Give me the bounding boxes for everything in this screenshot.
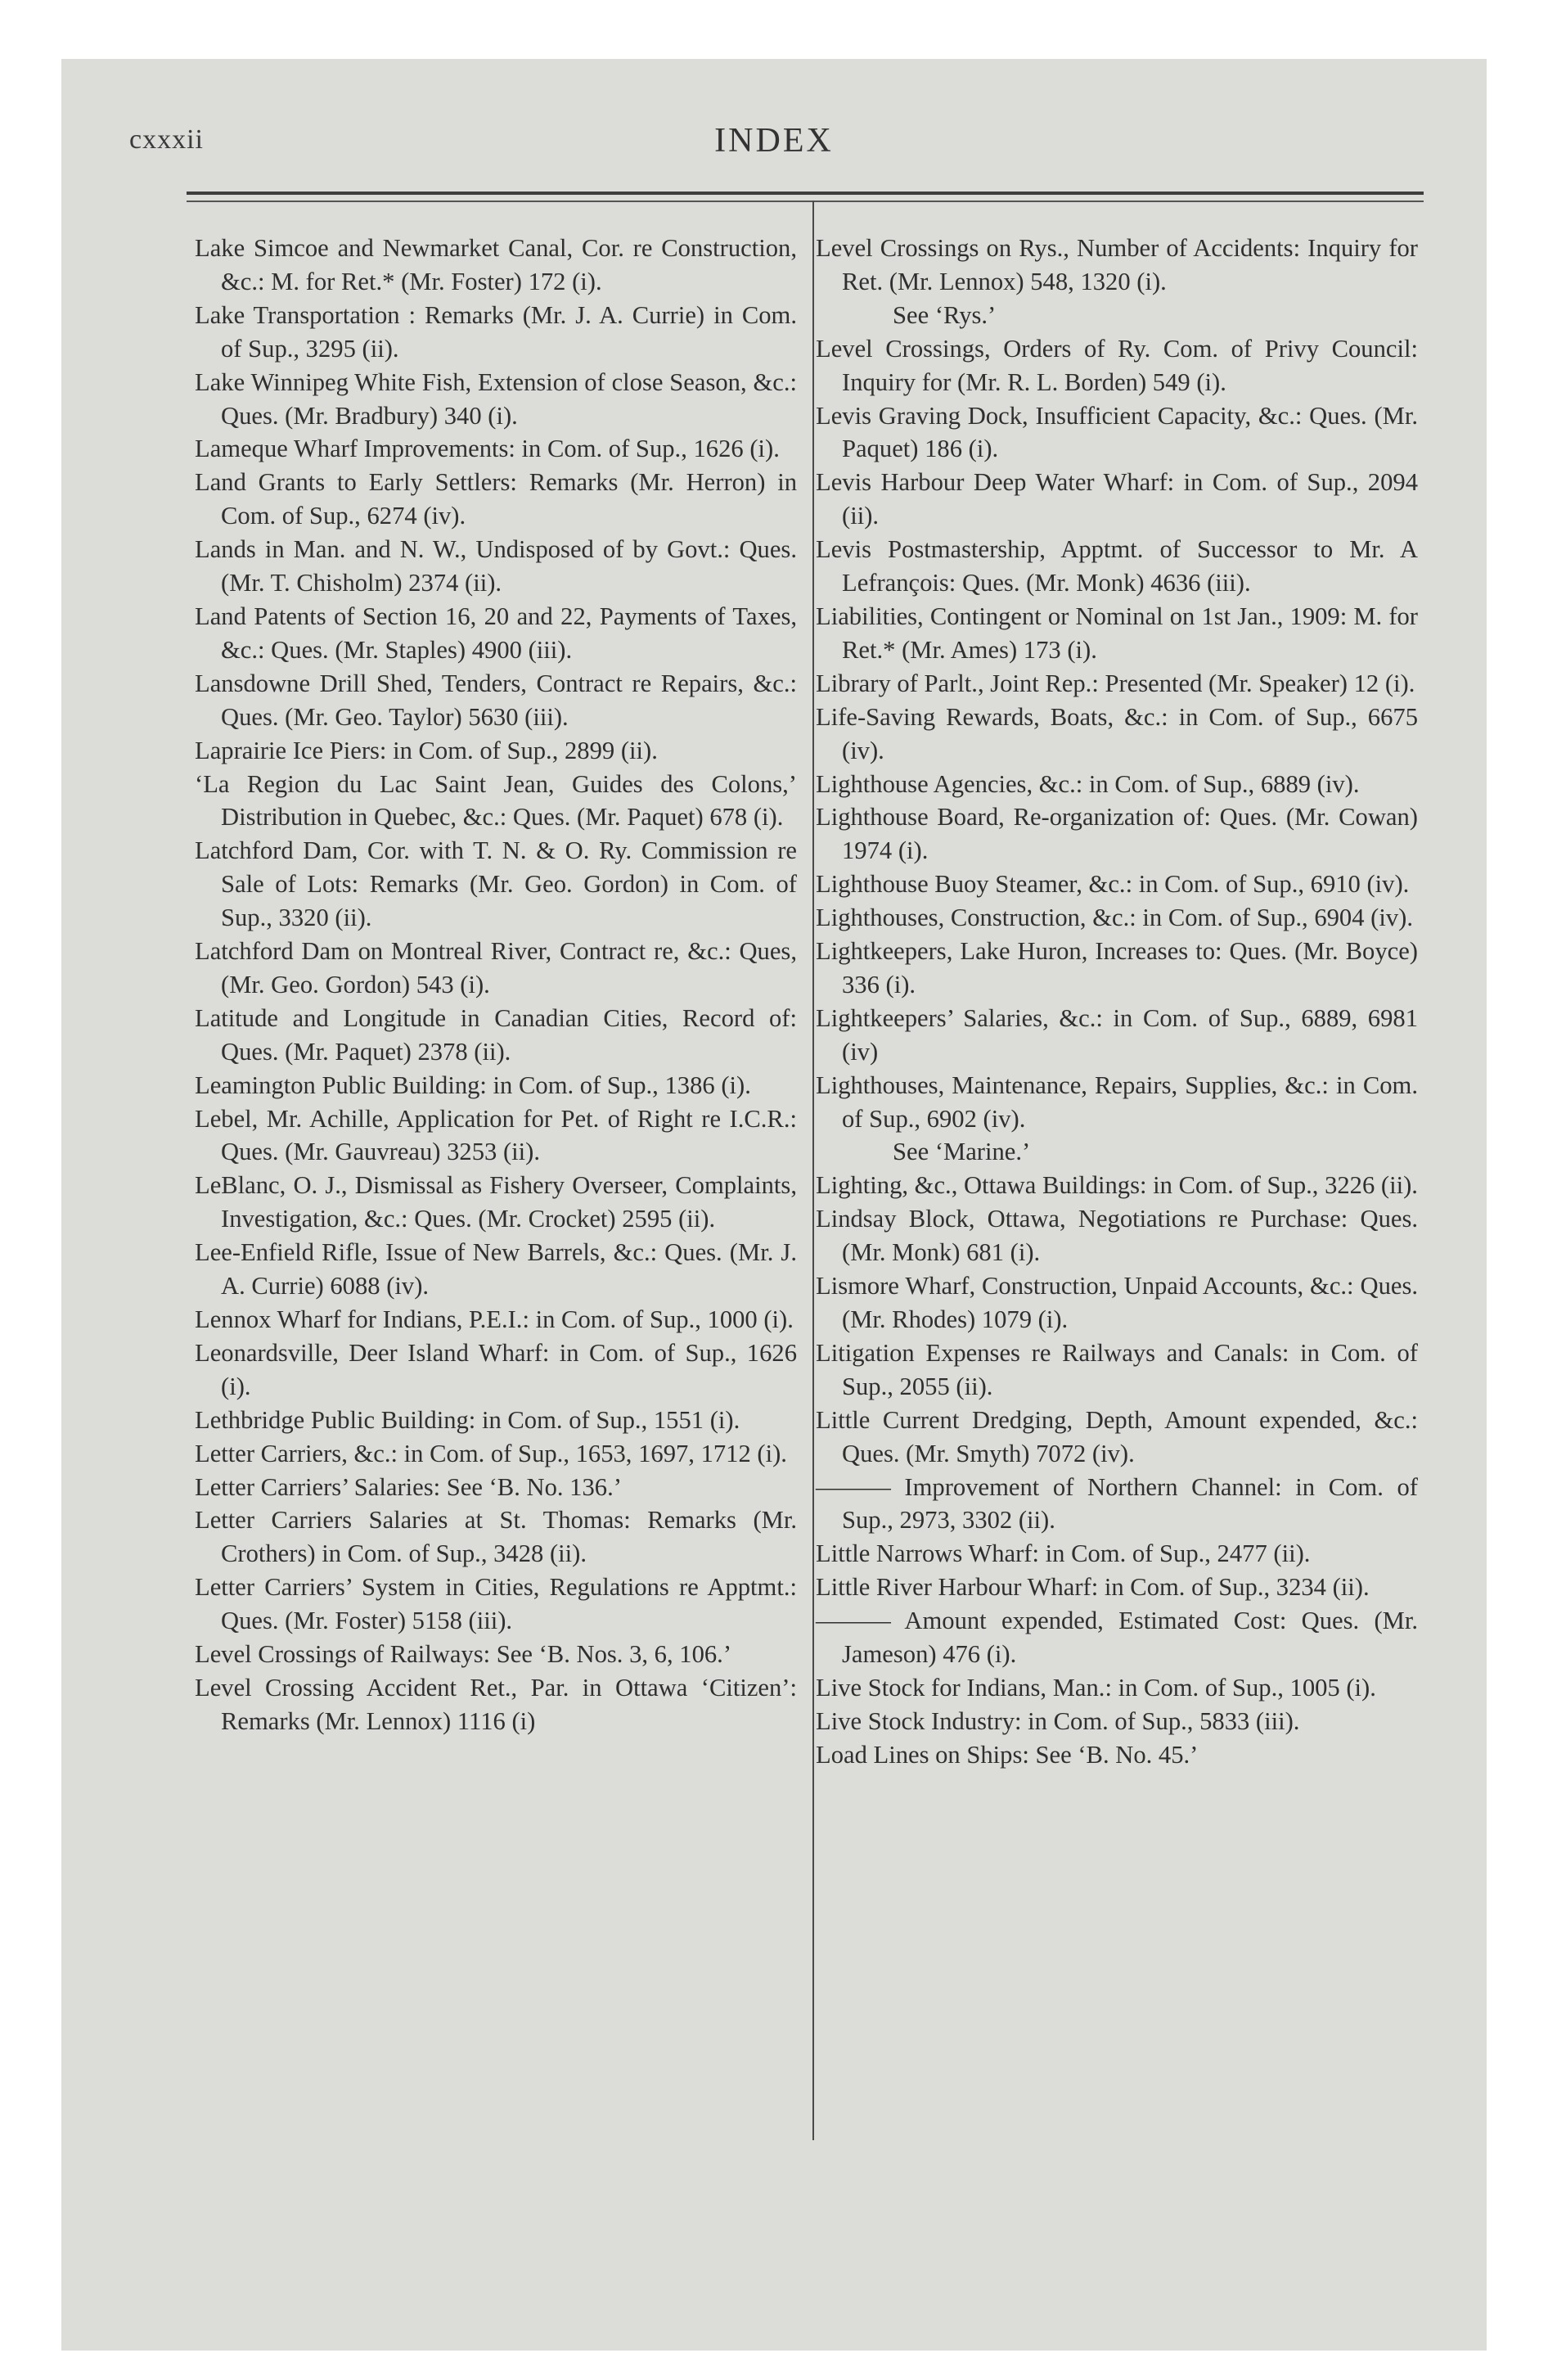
index-entry: Lebel, Mr. Achille, Application for Pet. of Right re I.C.R.: Ques. (Mr. Gauvreau) 3253 (ii). [195, 1104, 797, 1166]
index-entry: Lameque Wharf Improvements: in Com. of Sup., 1626 (i). [195, 435, 780, 463]
index-entry: Liabilities, Contingent or Nominal on 1st Jan., 1909: M. for Ret.* (Mr. Ames) 173 (i). [816, 602, 1418, 664]
index-entry: Lake Winnipeg White Fish, Extension of close Season, &c.: Ques. (Mr. Bradbury) 340 (i). [195, 367, 797, 430]
index-entry: Levis Harbour Deep Water Wharf: in Com. of Sup., 2094 (ii). [816, 468, 1418, 530]
index-entry: Levis Graving Dock, Insufficient Capacity, &c.: Ques. (Mr. Paquet) 186 (i). [816, 401, 1418, 463]
header-rule-thin [187, 201, 1424, 202]
index-entry: Lansdowne Drill Shed, Tenders, Contract re Repairs, &c.: Ques. (Mr. Geo. Taylor) 5630 (iii). [195, 669, 797, 731]
index-entry: Lindsay Block, Ottawa, Negotiations re Purchase: Ques. (Mr. Monk) 681 (i). [816, 1205, 1418, 1267]
index-entry: ——— Improvement of Northern Channel: in Com. of Sup., 2973, 3302 (ii). [816, 1472, 1418, 1535]
index-entry: Land Patents of Section 16, 20 and 22, Payments of Taxes, &c.: Ques. (Mr. Staples) 4900 (iii). [195, 602, 797, 664]
index-entry: Latitude and Longitude in Canadian Cities, Record of: Ques. (Mr. Paquet) 2378 (ii). [195, 1003, 797, 1066]
index-entry: Lightkeepers, Lake Huron, Increases to: Ques. (Mr. Boyce) 336 (i). [816, 937, 1418, 998]
index-entry: Level Crossings, Orders of Ry. Com. of Privy Council: Inquiry for (Mr. R. L. Borden) 549 (i). [816, 334, 1418, 396]
index-entry: Lighthouses, Construction, &c.: in Com. of Sup., 6904 (iv). [816, 904, 1413, 932]
index-entry: See ‘Marine.’ [893, 1138, 1031, 1166]
index-entry: Lake Simcoe and Newmarket Canal, Cor. re Construction, &c.: M. for Ret.* (Mr. Foster) 172 (i). [195, 234, 797, 295]
index-entry: Lennox Wharf for Indians, P.E.I.: in Com. of Sup., 1000 (i). [195, 1305, 794, 1333]
index-column-left [195, 232, 797, 1738]
page-number: cxxxii [129, 124, 204, 155]
index-entry: Leamington Public Building: in Com. of Sup., 1386 (i). [195, 1071, 751, 1099]
index-entry: Laprairie Ice Piers: in Com. of Sup., 2899 (ii). [195, 736, 658, 764]
index-entry: Load Lines on Ships: See ‘B. No. 45.’ [816, 1740, 1199, 1769]
index-entry: Litigation Expenses re Railways and Canals: in Com. of Sup., 2055 (ii). [816, 1338, 1418, 1400]
index-entry: Little Narrows Wharf: in Com. of Sup., 2477 (ii). [816, 1539, 1311, 1568]
index-entry: LeBlanc, O. J., Dismissal as Fishery Overseer, Complaints, Investigation, &c.: Ques. (Mr. Crocket) 2595 (ii). [195, 1171, 797, 1233]
index-entry: Lake Transportation : Remarks (Mr. J. A. Currie) in Com. of Sup., 3295 (ii). [195, 300, 797, 363]
index-entry: Levis Postmastership, Apptmt. of Successor to Mr. A Lefrançois: Ques. (Mr. Monk) 4636 (iii). [816, 535, 1418, 597]
index-entry: Little Current Dredging, Depth, Amount expended, &c.: Ques. (Mr. Smyth) 7072 (iv). [816, 1405, 1418, 1467]
index-entry: Little River Harbour Wharf: in Com. of Sup., 3234 (ii). [816, 1573, 1370, 1602]
index-entry: Live Stock Industry: in Com. of Sup., 5833 (iii). [816, 1706, 1300, 1735]
index-entry: Letter Carriers’ System in Cities, Regulations re Apptmt.: Ques. (Mr. Foster) 5158 (iii). [195, 1573, 797, 1635]
index-entry: Level Crossings on Rys., Number of Accidents: Inquiry for Ret. (Mr. Lennox) 548, 1320 (i). [816, 234, 1418, 295]
index-entry: ——— Amount expended, Estimated Cost: Ques. (Mr. Jameson) 476 (i). [816, 1607, 1418, 1669]
index-entry: Library of Parlt., Joint Rep.: Presented (Mr. Speaker) 12 (i). [816, 669, 1415, 697]
index-entry: Latchford Dam on Montreal River, Contract re, &c.: Ques, (Mr. Geo. Gordon) 543 (i). [195, 937, 797, 998]
index-entry: Level Crossing Accident Ret., Par. in Ottawa ‘Citizen’: Remarks (Mr. Lennox) 1116 (i) [195, 1673, 797, 1735]
page-title: INDEX [714, 122, 834, 160]
index-entry: Leonardsville, Deer Island Wharf: in Com. of Sup., 1626 (i). [195, 1338, 797, 1400]
column-divider [812, 201, 814, 2140]
index-entry: Lighthouse Agencies, &c.: in Com. of Sup., 6889 (iv). [816, 769, 1360, 798]
index-column-right [816, 232, 1418, 1772]
index-entry: Level Crossings of Railways: See ‘B. Nos. 3, 6, 106.’ [195, 1640, 732, 1669]
index-entry: ‘La Region du Lac Saint Jean, Guides des Colons,’ Distribution in Quebec, &c.: Ques. (Mr. Paquet) 678 (i). [195, 769, 797, 832]
index-entry: Letter Carriers’ Salaries: See ‘B. No. 136.’ [195, 1472, 622, 1501]
index-entry: Lismore Wharf, Construction, Unpaid Accounts, &c.: Ques. (Mr. Rhodes) 1079 (i). [816, 1272, 1418, 1333]
index-entry: Lethbridge Public Building: in Com. of Sup., 1551 (i). [195, 1405, 740, 1434]
index-entry: Letter Carriers, &c.: in Com. of Sup., 1653, 1697, 1712 (i). [195, 1439, 787, 1467]
header-rule-thick [187, 192, 1424, 195]
index-entry: Land Grants to Early Settlers: Remarks (Mr. Herron) in Com. of Sup., 6274 (iv). [195, 468, 797, 530]
index-entry: Live Stock for Indians, Man.: in Com. of Sup., 1005 (i). [816, 1673, 1376, 1702]
index-entry: Lightkeepers’ Salaries, &c.: in Com. of Sup., 6889, 6981 (iv) [816, 1003, 1418, 1066]
index-entry: Lighthouses, Maintenance, Repairs, Supplies, &c.: in Com. of Sup., 6902 (iv). [816, 1071, 1418, 1133]
index-entry: Lighthouse Buoy Steamer, &c.: in Com. of Sup., 6910 (iv). [816, 870, 1410, 899]
index-entry: Latchford Dam, Cor. with T. N. & O. Ry. Commission re Sale of Lots: Remarks (Mr. Geo. Gordon) in Com. of Sup., 3320 (ii). [195, 836, 797, 932]
index-entry: See ‘Rys.’ [893, 300, 997, 329]
index-entry: Life-Saving Rewards, Boats, &c.: in Com. of Sup., 6675 (iv). [816, 702, 1418, 764]
index-entry: Lighting, &c., Ottawa Buildings: in Com. of Sup., 3226 (ii). [816, 1171, 1418, 1200]
index-entry: Lands in Man. and N. W., Undisposed of by Govt.: Ques. (Mr. T. Chisholm) 2374 (ii). [195, 535, 797, 597]
index-entry: Letter Carriers Salaries at St. Thomas: Remarks (Mr. Crothers) in Com. of Sup., 3428 (ii). [195, 1506, 797, 1568]
index-entry: Lee-Enfield Rifle, Issue of New Barrels, &c.: Ques. (Mr. J. A. Currie) 6088 (iv). [195, 1238, 797, 1300]
index-entry: Lighthouse Board, Re-organization of: Ques. (Mr. Cowan) 1974 (i). [816, 803, 1418, 865]
